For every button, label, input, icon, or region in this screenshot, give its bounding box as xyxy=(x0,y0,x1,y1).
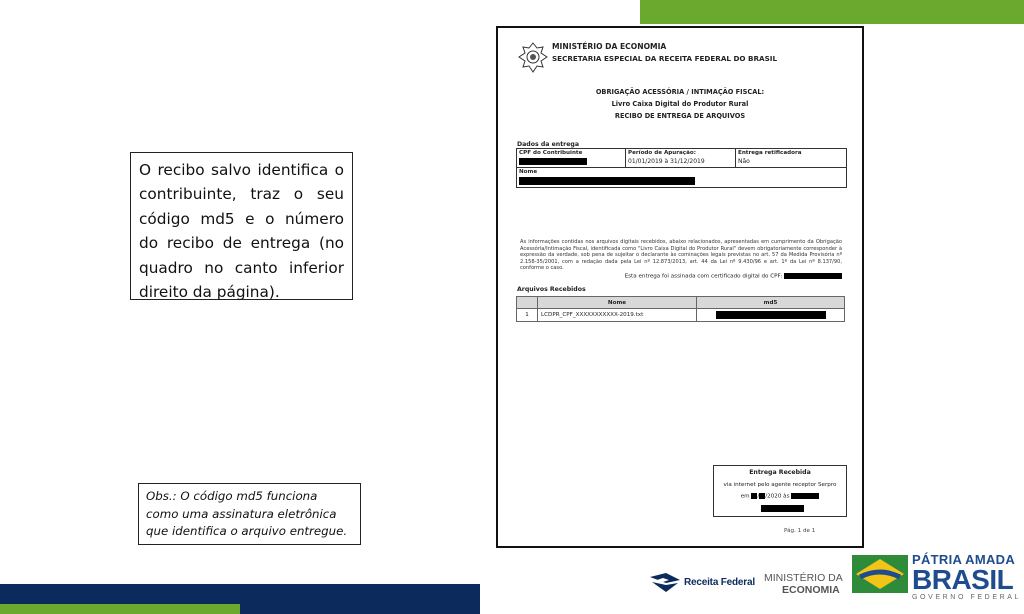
observation-text: Obs.: O código md5 funciona como uma assinatura eletrônica que identifica o arquivo entregue. xyxy=(146,489,348,538)
brazil-flag-icon xyxy=(852,555,908,593)
receita-federal-text: Receita Federal xyxy=(684,576,755,588)
receipt-box xyxy=(713,465,847,517)
receita-federal-logo xyxy=(648,571,755,593)
receipt-date-line xyxy=(714,493,846,500)
ministerio-line1: MINISTÉRIO DA xyxy=(764,572,843,584)
coat-of-arms-icon xyxy=(518,42,548,74)
patria-amada-brasil-logo xyxy=(912,553,1021,602)
files-table xyxy=(516,296,845,322)
files-header-md5: md5 xyxy=(697,297,845,309)
file-name: LCDPR_CPF_XXXXXXXXXXX-2019.txt xyxy=(538,309,697,322)
delivery-data-grid xyxy=(516,148,847,168)
bottom-green-bar xyxy=(0,604,240,614)
page-number: Pág. 1 de 1 xyxy=(784,528,816,534)
ministerio-line2: ECONOMIA xyxy=(782,584,840,596)
explanation-box xyxy=(130,152,353,300)
doc-title-2: Livro Caixa Digital do Produtor Rural xyxy=(611,100,749,108)
retificadora-label: Entrega retificadora xyxy=(738,150,802,156)
top-green-bar xyxy=(640,0,1024,24)
cpf-label: CPF do Contribuinte xyxy=(519,150,583,156)
brasil-text: BRASIL xyxy=(912,564,1014,595)
receipt-title: Entrega Recebida xyxy=(749,469,811,476)
receipt-number-redaction xyxy=(761,505,804,512)
legal-text: As informações contidas nos arquivos digitais recebidos, abaixo relacionados, apresentadas em cumprimento da Obrigação Acessória/Intimação Fiscal, identificada como "Livro Caixa Digital do Produtor Rural" devem obrigatoriamente corresponder à expressão da verdade, sob pena de sujeitar o declarante às cominações legais previstas no art. 57 da Medida Provisória nº 2.158-35/2001, com a redação dada pela Lei nº 12.873/2013, art. 44 da Lei nº 9.430/96 e art. 1º da Lei nº 8.137/90, conforme o caso. xyxy=(520,239,842,272)
section-dados-entrega: Dados da entrega xyxy=(517,141,579,148)
receipt-em: em xyxy=(740,493,750,500)
signed-line xyxy=(520,273,842,280)
name-grid xyxy=(516,167,847,188)
periodo-label: Período de Apuração: xyxy=(628,150,696,156)
cpf-redaction xyxy=(519,158,587,165)
header-secretaria: SECRETARIA ESPECIAL DA RECEITA FEDERAL DO BRASIL xyxy=(552,54,778,63)
governo-federal-text: GOVERNO FEDERAL xyxy=(912,594,1022,601)
files-table-header xyxy=(517,297,845,309)
nome-redaction xyxy=(519,177,695,185)
files-header-nome: Nome xyxy=(538,297,697,309)
receita-federal-icon xyxy=(648,571,682,593)
receipt-document xyxy=(496,26,864,548)
receipt-time-redaction xyxy=(791,493,819,499)
periodo-value: 01/01/2019 à 31/12/2019 xyxy=(628,158,705,165)
receipt-line1: via internet pelo agente receptor Serpro xyxy=(723,482,837,488)
explanation-text: O recibo salvo identifica o contribuinte, traz o seu código md5 e o número do recibo de entrega (no quadro no canto inferior direito da página). xyxy=(139,161,344,302)
doc-title-3: RECIBO DE ENTREGA DE ARQUIVOS xyxy=(614,112,746,120)
doc-title-1: OBRIGAÇÃO ACESSÓRIA / INTIMAÇÃO FISCAL: xyxy=(595,88,765,96)
patria-amada-text: PÁTRIA AMADA xyxy=(912,552,1016,567)
retificadora-value: Não xyxy=(738,158,750,165)
receipt-date-mid: /2020 às xyxy=(765,493,790,500)
table-row xyxy=(517,309,845,322)
md5-redaction xyxy=(716,311,826,319)
arquivos-title: Arquivos Recebidos xyxy=(517,286,586,293)
ministerio-logo xyxy=(764,572,843,596)
signed-cpf-redaction xyxy=(784,273,842,279)
header-ministry: MINISTÉRIO DA ECONOMIA xyxy=(552,42,667,51)
observation-box xyxy=(138,483,361,545)
file-num: 1 xyxy=(517,309,538,322)
nome-label: Nome xyxy=(519,169,538,175)
signed-text: Esta entrega foi assinada com certificado digital do CPF: xyxy=(624,273,783,280)
